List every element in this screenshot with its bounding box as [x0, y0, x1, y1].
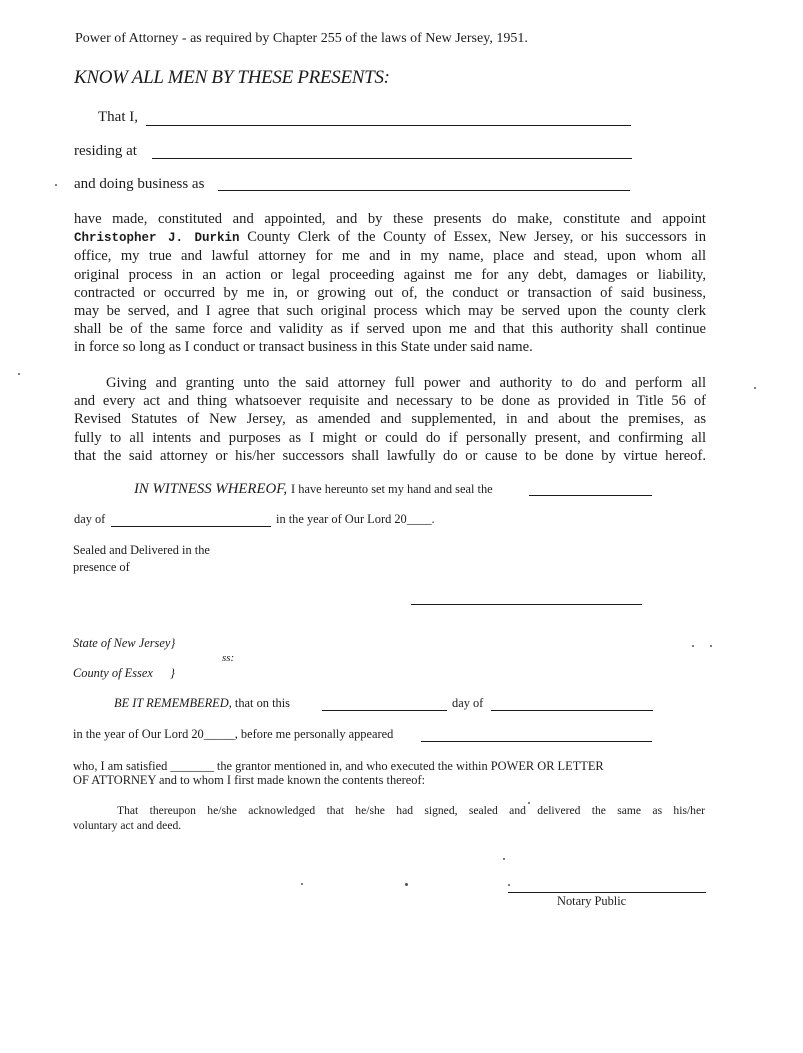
document-title: KNOW ALL MEN BY THESE PRESENTS: [74, 67, 390, 88]
thereupon-paragraph [73, 803, 705, 833]
witness-year-blank[interactable]: ____ [406, 512, 432, 526]
appointment-paragraph [74, 210, 706, 357]
appeared-name-blank[interactable] [421, 741, 652, 742]
witness-line [134, 480, 493, 498]
scan-speck [405, 883, 408, 886]
witness-lead: IN WITNESS WHEREOF, [134, 481, 288, 497]
be-it-remembered-lead: BE IT REMEMBERED, [114, 696, 232, 710]
ack-year-line [73, 727, 393, 742]
scan-speck [754, 387, 756, 389]
notary-signature-line[interactable] [508, 892, 706, 893]
scan-speck [503, 858, 505, 860]
before-me-label: , before me personally appeared [234, 727, 394, 741]
that-on-this-label: that on this [234, 696, 290, 710]
paragraph-line: shall be of the same force and validity as if served upon me and that this authority shall continue [74, 321, 706, 338]
notary-public-label: Notary Public [557, 894, 627, 908]
witness-day-label: day of [74, 512, 106, 526]
sealed-line-1: Sealed and Delivered in the [73, 543, 210, 557]
paragraph-line: office, my true and lawful attorney for me and in my name, place and stead, upon whom all [74, 248, 706, 265]
witness-signature-line[interactable] [411, 604, 642, 605]
venue-ss: ss: [222, 652, 235, 664]
thereupon-line-1: That thereupon he/she acknowledged that he/she had signed, sealed and delivered the same as his/her [117, 804, 705, 817]
witness-year-text: in the year of Our Lord 20 [276, 512, 407, 526]
who-satisfied-line-2: OF ATTORNEY and to whom I first made known the contents thereof: [73, 773, 426, 787]
doing-business-label: and doing business as [74, 176, 205, 192]
paragraph-line: Revised Statutes of New Jersey, as amended and supplemented, in and about the premises, as [74, 411, 706, 428]
sealed-line-2: presence of [73, 559, 130, 574]
residing-at-field [74, 143, 137, 160]
scan-speck [508, 884, 510, 886]
paragraph-line: fully to all intents and purposes as I might or could do if personally present, and confirming all [74, 429, 706, 446]
appointee-title: County Clerk of the County of Essex, New Jersey, or his successors in [247, 229, 706, 246]
ack-day-of-label: day of [452, 696, 484, 710]
venue-state: State of New Jersey} [73, 636, 176, 650]
that-i-field [98, 109, 138, 126]
witness-text: I have hereunto set my hand and seal the [291, 482, 493, 496]
witness-day-blank[interactable] [111, 526, 271, 527]
venue-county-brace: } [169, 666, 175, 680]
thereupon-line-2: voluntary act and deed. [73, 819, 182, 832]
paragraph-line: in force so long as I conduct or transact business in this State under said name. [74, 339, 533, 356]
ack-day-blank[interactable] [491, 710, 653, 711]
ack-date-blank[interactable] [322, 710, 447, 711]
be-it-remembered-line [114, 696, 290, 711]
doing-business-blank[interactable] [218, 190, 630, 191]
witness-period: . [431, 512, 435, 526]
witness-date-blank[interactable] [529, 495, 652, 496]
paragraph-line: may be served, and I agree that such original process which may be served upon the county clerk [74, 303, 706, 320]
that-i-label: That I, [98, 109, 138, 125]
ack-year-text: in the year of Our Lord 20 [73, 727, 204, 741]
paragraph-line: contracted or occurred by me in, or growing out of, the conduct or transaction of said business, [74, 284, 706, 301]
doing-business-field [74, 176, 204, 193]
document-header: Power of Attorney - as required by Chapter 255 of the laws of New Jersey, 1951. [75, 31, 528, 46]
paragraph-line: and every act and thing whatsoever requisite and necessary to be done as provided in Title 56 of [74, 393, 706, 410]
scan-speck [301, 883, 303, 885]
paragraph-line: that the said attorney or his/her successors shall lawfully do or cause to be done by virtue hereof. [74, 447, 706, 464]
who-satisfied-line [73, 759, 604, 774]
scan-speck [55, 184, 57, 186]
paragraph-line: Giving and granting unto the said attorney full power and authority to do and perform all [106, 375, 706, 391]
witness-year-label [276, 512, 435, 527]
appointee-name: Christopher J. Durkin [74, 231, 240, 246]
scan-speck [692, 645, 694, 647]
paragraph-line [74, 228, 706, 247]
paragraph-line: original process in an action or legal proceeding against me for any debt, damages or liability, [74, 266, 706, 283]
who-satisfied-blank[interactable]: _______ [170, 759, 214, 773]
paragraph-line: have made, constituted and appointed, and by these presents do make, constitute and appoint [74, 211, 706, 227]
scan-speck [710, 645, 712, 647]
grantor-text: the grantor mentioned in, and who executed the within POWER OR LETTER [216, 759, 604, 773]
venue-county [73, 666, 175, 681]
powers-paragraph [74, 374, 706, 465]
scan-speck [528, 802, 530, 804]
who-satisfied-text: who, I am satisfied [73, 759, 168, 773]
sealed-delivered-label [73, 542, 210, 575]
scan-speck [18, 373, 20, 375]
residing-at-label: residing at [74, 143, 137, 159]
venue-county-text: County of Essex [73, 666, 153, 680]
ack-year-blank[interactable]: _____ [203, 727, 235, 741]
that-i-blank[interactable] [146, 125, 631, 126]
residing-at-blank[interactable] [152, 158, 632, 159]
